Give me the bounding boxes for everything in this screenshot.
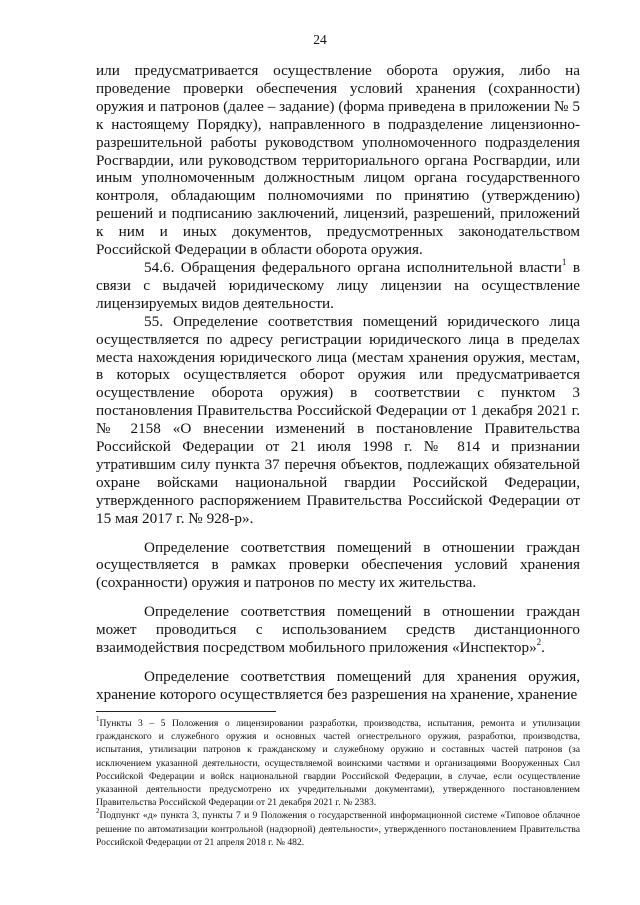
footnotes [96,714,580,849]
footnote-ref-2: 2 [536,637,542,648]
paragraph-storage-without-permit: Определение соответствия помещений для хранения оружия, хранение которого осуществляется без разрешения на хранение, хранение [96,668,580,703]
footnote-ref-1: 1 [561,256,567,267]
page-number: 24 [313,32,327,47]
paragraph-remote-inspection: Определение соответствия помещений в отношении граждан может проводиться с использованием средств дистанционного взаимодействия посредством мобильного приложения «Инспектор»$^2$. [96,603,580,657]
footnote-2: $^2$Подпункт «д» пункта 3, пункты 7 и 9 Положения о государственной информационной системе «Типовое облачное решение по автоматизации контрольной (надзорной) деятельности», утвержденного постановлением Правительства Российской Федерации от 21 апреля 2018 г. № 482. [96,807,580,848]
footnote-mark-2: 2 [96,807,100,816]
paragraph-54-6: 54.6. Обращения федерального органа исполнительной власти$^1$ в связи с выдачей юридическому лицу лицензии на осуществление лицензируемых видов деятельности. [96,256,581,312]
paragraph-55: 55. Определение соответствия помещений юридического лица осуществляется по адресу регистрации юридического лица в пределах места нахождения юридического лица (местам хранения оружия, местам, в которых осуществляется оборот оружия или предусматривается осуществление оборота оружия) в соответствии с пунктом 3 постановления Правительства Российской Федерации от 1 декабря 2021 г. № 2158 «О внесении изменений в постановление Правительства Российской Федерации от 21 июля 1998 г. № 814 и признании утратившим силу пункта 37 перечня объектов, подлежащих обязательной охране войсками национальной гвардии Российской Федерации, утвержденного распоряжением Правительства Российской Федерации от 15 мая 2017 г. № 928-р». [96,312,580,527]
footnote-divider [96,711,276,712]
paragraph-citizens-check: Определение соответствия помещений в отношении граждан осуществляется в рамках проверки обеспечения условий хранения (сохранности) оружия и патронов по месту их жительства. [96,538,580,592]
paragraph-continuation: или предусматривается осуществление оборота оружия, либо на проведение проверки обеспечения условий хранения (сохранности) оружия и патронов (далее – задание) (форма приведена в приложении № 5 к настоящему Порядку), направленного в подразделение лицензионно-разрешительной работы руководством уполномоченного подразделения Росгвардии, или руководством территориального органа Росгвардии, или иным уполномоченным должностным лицом органа государственного контроля, обладающим полномочиями по принятию (утверждению) решений и подписанию заключений, лицензий, разрешений, приложений к ним и иных документов, предусмотренных законодательством Российской Федерации в области оборота оружия. [96,62,580,259]
footnote-1: $^1$Пункты 3 – 5 Положения о лицензировании разработки, производства, испытания, ремонта и утилизации гражданского и служебного оружия и основных частей огнестрельного оружия, разработки, производства, испытания, утилизации патронов к гражданскому и служебному оружию и составных частей патронов (за исключением указанной деятельности, осуществляемой воинскими частями и организациями Вооруженных Сил Российской Федерации и войск национальной гвардии Российской Федерации, в случае, если осуществление указанной деятельности предусмотрено их учредительными документами), утвержденного постановлением Правительства Российской Федерации от 21 декабря 2021 г. № 2383. [96,714,580,809]
footnote-mark-1: 1 [96,714,100,723]
main-text [96,62,580,704]
